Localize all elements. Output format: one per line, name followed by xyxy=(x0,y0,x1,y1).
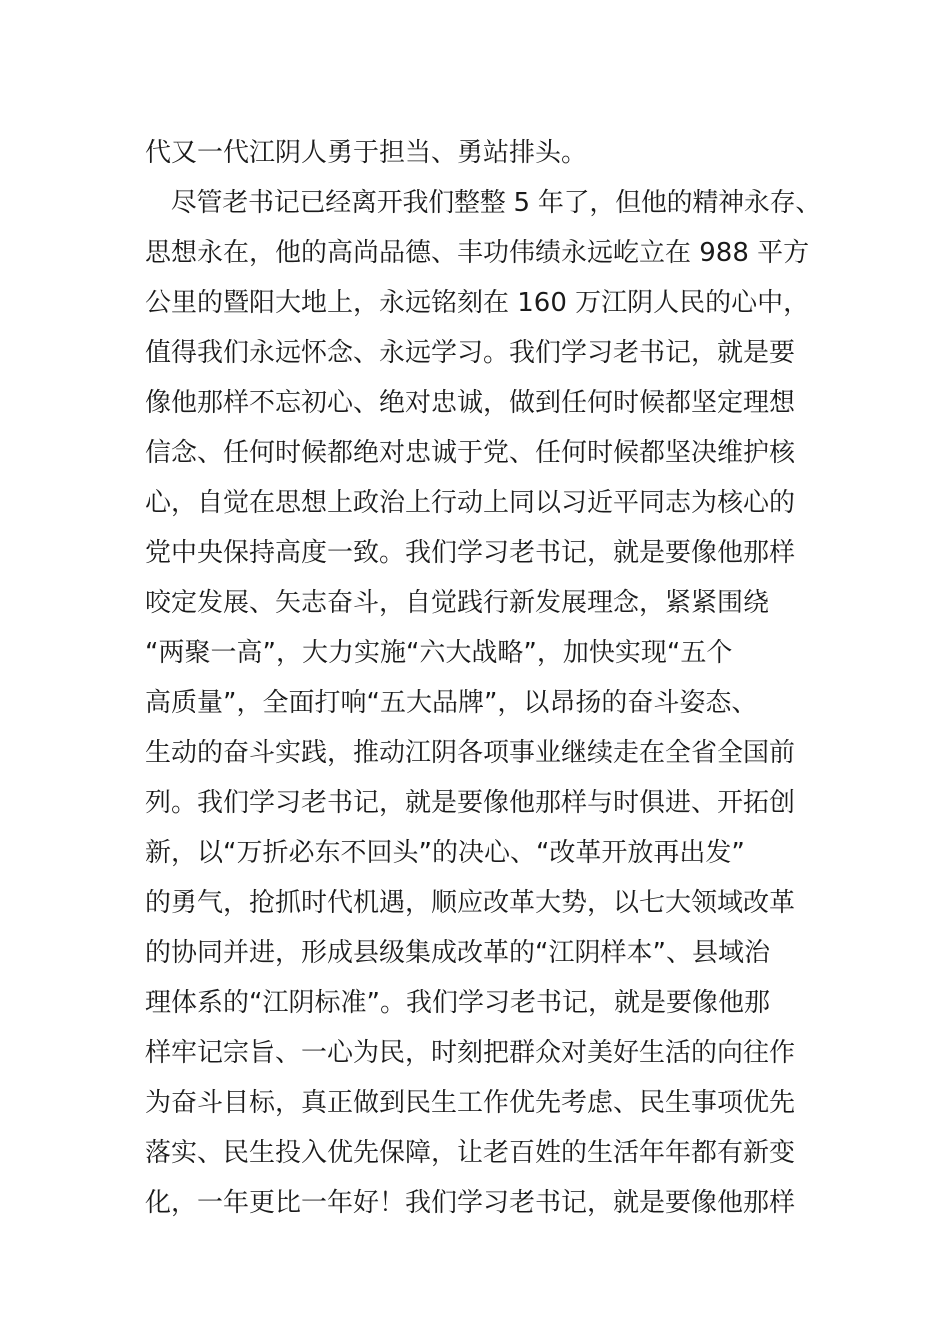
text-line: 党中央保持高度一致。我们学习老书记，就是要像他那样 xyxy=(145,538,796,568)
text-line: 样牢记宗旨、一心为民，时刻把群众对美好生活的向往作 xyxy=(145,1038,796,1068)
text-line: 代又一代江阴人勇于担当、勇站排头。 xyxy=(145,138,588,168)
text-line: “两聚一高”，大力实施“六大战略”，加快实现“五个 xyxy=(145,638,733,668)
text-line: 的勇气，抢抓时代机遇，顺应改革大势，以七大领域改革 xyxy=(145,888,796,918)
text-line: 的协同并进，形成县级集成改革的“江阴样本”、县域治 xyxy=(145,938,770,968)
text-line: 新，以“万折必东不回头”的决心、“改革开放再出发” xyxy=(145,838,745,868)
text-line: 理体系的“江阴标准”。我们学习老书记，就是要像他那 xyxy=(145,988,770,1018)
text-line: 信念、任何时候都绝对忠诚于党、任何时候都坚决维护核 xyxy=(145,438,796,468)
text-line: 列。我们学习老书记，就是要像他那样与时俱进、开拓创 xyxy=(145,788,796,818)
text-line: 像他那样不忘初心、绝对忠诚，做到任何时候都坚定理想 xyxy=(145,388,796,418)
text-line: 生动的奋斗实践，推动江阴各项事业继续走在全省全国前 xyxy=(145,738,796,768)
text-line: 落实、民生投入优先保障，让老百姓的生活年年都有新变 xyxy=(145,1138,796,1168)
text-line: 咬定发展、矢志奋斗，自觉践行新发展理念，紧紧围绕 xyxy=(145,588,770,618)
text-line: 化，一年更比一年好！我们学习老书记，就是要像他那样 xyxy=(145,1188,796,1218)
text-line: 心，自觉在思想上政治上行动上同以习近平同志为核心的 xyxy=(145,488,796,518)
text-line: 高质量”，全面打响“五大品牌”，以昂扬的奋斗姿态、 xyxy=(145,688,758,718)
text-line: 尽管老书记已经离开我们整整 5 年了，但他的精神永存、 xyxy=(145,188,822,218)
text-line: 值得我们永远怀念、永远学习。我们学习老书记，就是要 xyxy=(145,338,796,368)
text-line: 为奋斗目标，真正做到民生工作优先考虑、民生事项优先 xyxy=(145,1088,796,1118)
text-line: 公里的暨阳大地上，永远铭刻在 160 万江阴人民的心中， xyxy=(145,288,810,318)
text-line: 思想永在，他的高尚品德、丰功伟绩永远屹立在 988 平方 xyxy=(145,238,810,268)
body-text xyxy=(145,128,825,1228)
